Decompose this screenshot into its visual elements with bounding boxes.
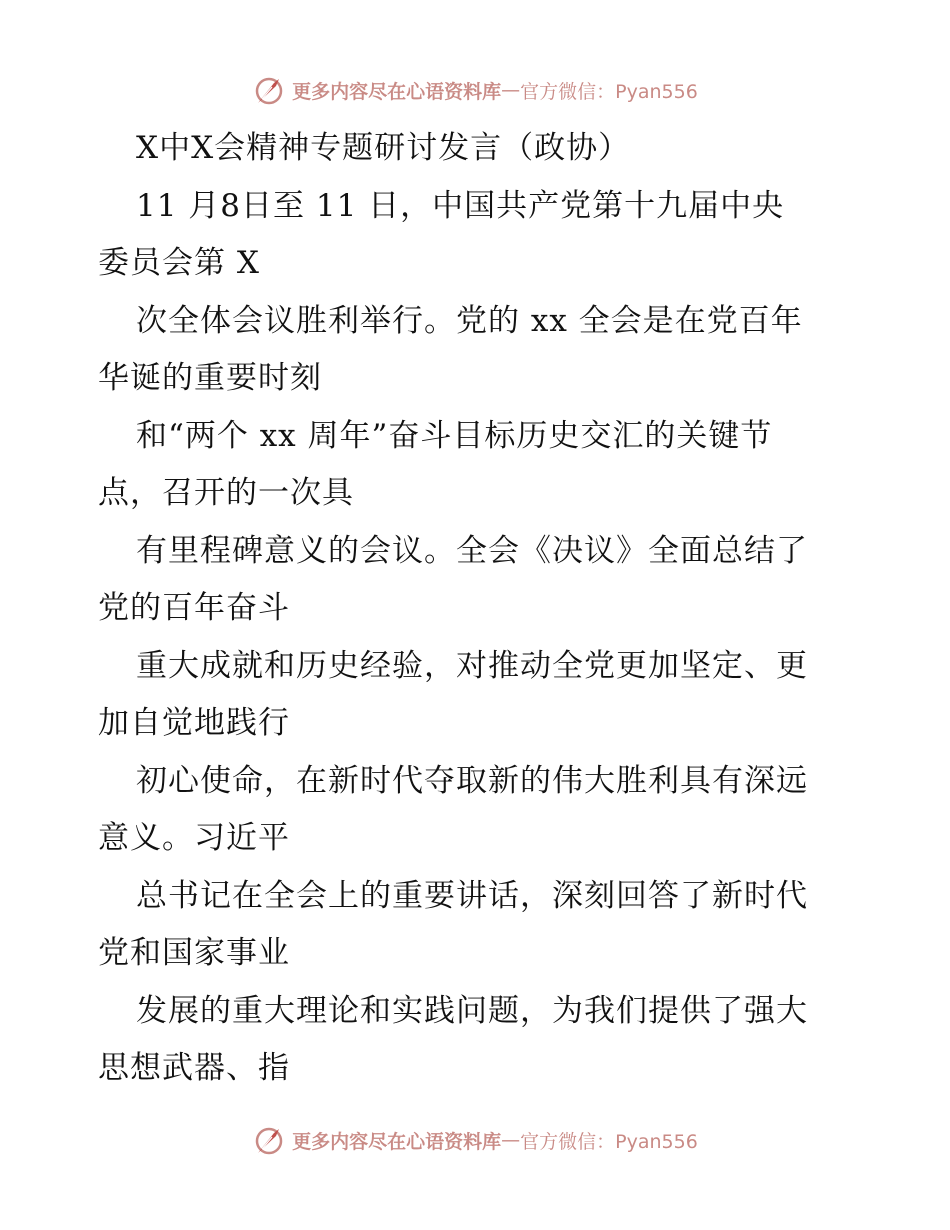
quill-pen-logo-icon <box>252 73 286 107</box>
document-line: 华诞的重要时刻 <box>98 360 322 396</box>
document-line: 重大成就和历史经验，对推动全党更加坚定、更 <box>136 647 808 684</box>
document-line: 有里程碑意义的会议。全会《决议》全面总结了 <box>136 532 808 569</box>
document-line: X中X会精神专题研讨发言（政协） <box>136 130 631 166</box>
footer-banner-dash: — <box>501 1129 521 1151</box>
header-banner-dash: — <box>501 79 521 101</box>
document-line: 点，召开的一次具 <box>98 475 354 511</box>
document-line: 思想武器、指 <box>98 1050 290 1086</box>
document-line: 党和国家事业 <box>98 935 290 971</box>
header-banner <box>0 70 950 110</box>
document-line: 加自觉地践行 <box>98 705 290 741</box>
document-line: 总书记在全会上的重要讲话，深刻回答了新时代 <box>136 877 808 914</box>
document-line: 和“两个 xx 周年”奋斗目标历史交汇的关键节 <box>136 417 773 454</box>
document-line: 委员会第 X <box>98 245 260 281</box>
document-line: 次全体会议胜利举行。党的 xx 全会是在党百年 <box>136 302 803 339</box>
footer-banner-side-text: 官方微信：Pyan556 <box>520 1130 698 1153</box>
header-banner-main-text: 更多内容尽在心语资料库 <box>292 80 502 103</box>
document-body <box>98 120 858 1098</box>
quill-pen-logo-icon <box>252 1123 286 1157</box>
document-line: 党的百年奋斗 <box>98 590 290 626</box>
header-banner-side-text: 官方微信：Pyan556 <box>520 80 698 103</box>
footer-banner <box>0 1120 950 1160</box>
document-line: 发展的重大理论和实践问题，为我们提供了强大 <box>136 992 808 1029</box>
document-line: 11 月8日至 11 日，中国共产党第十九届中央 <box>136 187 785 224</box>
footer-banner-main-text: 更多内容尽在心语资料库 <box>292 1130 502 1153</box>
document-line: 意义。习近平 <box>98 820 290 856</box>
document-line: 初心使命，在新时代夺取新的伟大胜利具有深远 <box>136 762 808 799</box>
